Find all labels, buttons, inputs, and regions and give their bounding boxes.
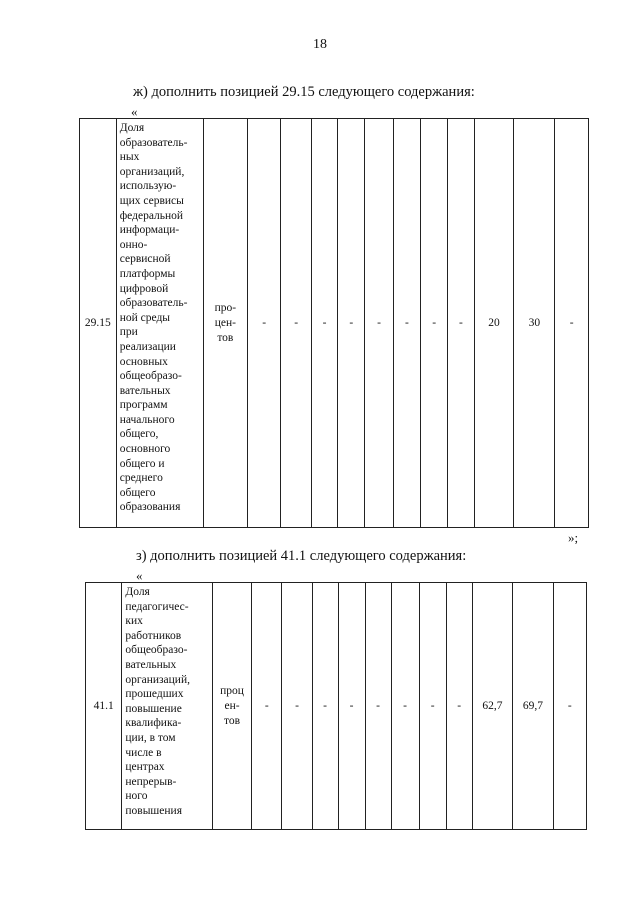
text-line: образователь- — [119, 136, 188, 149]
text-line: основных — [119, 355, 168, 368]
table-29-15 — [79, 118, 589, 528]
text-line: вательных — [119, 384, 171, 397]
text-line: образователь- — [119, 297, 188, 310]
text-line: организаций, — [125, 673, 190, 686]
value-cell: - — [338, 119, 365, 528]
text-line: центрах — [125, 761, 165, 774]
value-cell: - — [419, 583, 446, 830]
table-41-1 — [85, 582, 587, 830]
row-number: 29.15 — [80, 119, 117, 528]
page-number: 18 — [313, 37, 327, 52]
value-cell: 30 — [514, 119, 555, 528]
text-line: ной среды — [119, 311, 171, 324]
value-cell: - — [446, 583, 472, 830]
text-line: цифровой — [119, 282, 169, 295]
text-line: ции, в том — [125, 731, 176, 744]
text-line: ен- — [224, 699, 240, 712]
text-line: платформы — [119, 267, 176, 280]
text-line: Доля — [125, 586, 150, 598]
text-line: образования — [119, 501, 181, 514]
unit-cell — [203, 119, 247, 528]
text-line: реализации — [119, 340, 176, 353]
value-cell: - — [553, 583, 586, 830]
value-cell: - — [393, 119, 420, 528]
text-line: использую- — [119, 180, 177, 193]
indicator-description — [116, 119, 203, 528]
text-line: общеобразо- — [125, 644, 188, 657]
value-cell: - — [252, 583, 282, 830]
value-cell: - — [281, 119, 311, 528]
text-line: повышение — [125, 702, 182, 715]
value-cell: - — [282, 583, 312, 830]
text-line: педагогичес- — [125, 600, 189, 613]
section-zh-close-quote: »; — [568, 530, 579, 545]
row-number: 41.1 — [86, 583, 122, 830]
text-line: проц — [220, 684, 244, 697]
text-line: программ — [119, 399, 168, 412]
value-cell: - — [338, 583, 365, 830]
text-line: работников — [125, 629, 182, 642]
text-line: информаци- — [119, 224, 180, 237]
value-cell: - — [391, 583, 419, 830]
table-row — [86, 583, 587, 830]
text-line: вательных — [125, 658, 177, 671]
text-line: общеобразо- — [119, 370, 182, 383]
text-line: общего и — [119, 457, 165, 470]
text-line: общего, — [119, 428, 159, 441]
text-line: ких — [125, 615, 143, 628]
text-line: ных — [119, 151, 140, 164]
text-line: федеральной — [119, 209, 184, 222]
indicator-description — [122, 583, 212, 830]
section-zh-heading: ж) дополнить позицией 29.15 следующего содержания: — [133, 84, 475, 100]
value-cell: - — [312, 583, 338, 830]
text-line: тов — [224, 714, 241, 727]
text-line: повышения — [125, 804, 182, 817]
unit-cell — [212, 583, 251, 830]
text-line: прошедших — [125, 688, 184, 701]
value-cell: - — [311, 119, 337, 528]
value-cell: - — [365, 583, 391, 830]
value-cell: - — [421, 119, 448, 528]
section-z-heading: з) дополнить позицией 41.1 следующего содержания: — [136, 548, 467, 564]
text-line: начального — [119, 413, 175, 426]
value-cell: 62,7 — [472, 583, 513, 830]
value-cell: - — [247, 119, 281, 528]
text-line: непрерыв- — [125, 775, 177, 788]
table-row — [80, 119, 589, 528]
text-line: среднего — [119, 472, 163, 485]
value-cell: - — [365, 119, 393, 528]
text-line: про- — [214, 301, 237, 314]
text-line: Доля — [119, 122, 145, 134]
value-cell: - — [448, 119, 474, 528]
text-line: общего — [119, 486, 156, 499]
text-line: при — [119, 326, 138, 339]
value-cell: - — [555, 119, 589, 528]
text-line: числе в — [125, 746, 162, 759]
section-z-open-quote: « — [136, 568, 143, 583]
text-line: ного — [125, 790, 148, 803]
text-line: квалифика- — [125, 717, 182, 730]
text-line: онно- — [119, 238, 148, 251]
text-line: организаций, — [119, 165, 185, 178]
text-line: тов — [217, 331, 234, 344]
text-line: щих сервисы — [119, 194, 184, 207]
text-line: основного — [119, 443, 171, 456]
value-cell: 20 — [474, 119, 514, 528]
value-cell: 69,7 — [513, 583, 554, 830]
section-zh-open-quote: « — [131, 104, 138, 119]
text-line: цен- — [214, 316, 236, 329]
text-line: сервисной — [119, 253, 171, 266]
